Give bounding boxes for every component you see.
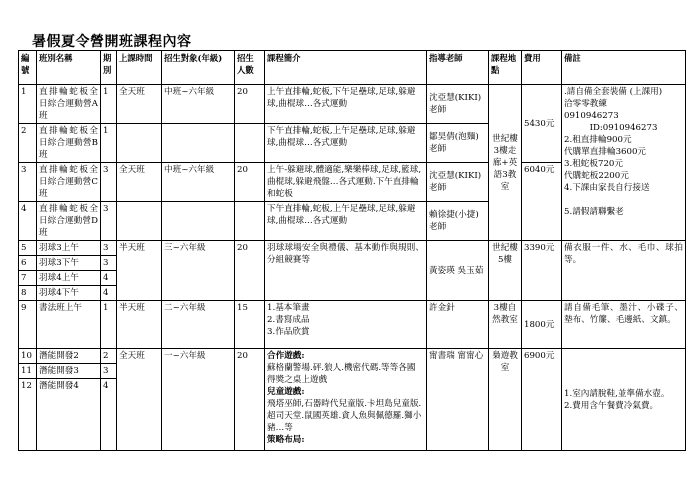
cell-target: 二~六年級 [162, 301, 235, 349]
cell-name: 潛能開發3 [37, 364, 101, 379]
cell-location: 梟遊教室 [489, 349, 522, 451]
note-line [564, 194, 683, 206]
cell-target: 中班~六年級 [162, 163, 235, 202]
cell-note: 請自備毛筆、墨汁、小碟子、墊布、竹簾、毛邊紙、文鎮。 [562, 301, 686, 349]
header-location: 課程地點 [489, 51, 522, 85]
cell-note: 備衣服一件、水、毛巾、球拍等。 [562, 241, 686, 301]
cell-fee: 3390元 [522, 241, 562, 301]
cell-intro [265, 301, 427, 349]
header-teacher: 指導老師 [427, 51, 489, 85]
cell-quota: 15 [235, 301, 265, 349]
cell-intro: 下午直排輪,蛇板,上午足壘球,足球,躲避球,曲棍球…各式運動 [265, 124, 427, 163]
cell-name: 羽球4下午 [37, 286, 101, 301]
table-row [19, 349, 686, 364]
cell-location: 世紀樓3樓走廊+英語3教室 [489, 85, 522, 241]
cell-teacher: 黃姿瑛 吳玉茹 [427, 241, 489, 301]
header-target: 招生對象(年級) [162, 51, 235, 85]
cell-teacher: 沈亞慧(KIKI)老師 [427, 85, 489, 124]
cell-intro: 羽球球場安全與禮儀、基本動作與規則、分組競賽等 [265, 241, 427, 301]
page-title: 暑假夏令營開班課程內容 [32, 34, 192, 50]
cell-time [117, 202, 162, 241]
cell-period: 3 [101, 163, 117, 202]
cell-name: 潛能開發2 [37, 349, 101, 364]
note-line: 0910946273 [564, 111, 619, 121]
note-line: 洽零零教練 [564, 99, 607, 109]
intro-line: 2.書寫成品 [267, 315, 310, 325]
intro-text: 蘇格蘭警場.砰.狼人.機密代碼.等等各國得獎之桌上遊戲 [267, 363, 416, 385]
cell-no: 10 [19, 349, 37, 364]
table-row [19, 85, 686, 124]
note-line: 代購蛇板2200元 [564, 171, 629, 181]
header-intro: 課程簡介 [265, 51, 427, 85]
cell-period: 3 [101, 256, 117, 271]
cell-no: 7 [19, 271, 37, 286]
cell-intro: 上午-躲避球,體適能,樂樂棒球,足球,籃球,曲棍球,躲避飛盤…各式運動.下午直排輪和蛇板 [265, 163, 427, 202]
cell-quota [235, 124, 265, 163]
cell-no: 12 [19, 379, 37, 451]
cell-teacher: 鄒昊倩(泡麵)老師 [427, 124, 489, 163]
cell-period: 3 [101, 364, 117, 379]
cell-teacher: 賴徐捷(小捷)老師 [427, 202, 489, 241]
note-line: 4.下課由家長自行接送 [564, 183, 650, 193]
intro-heading: 合作遊戲: [267, 351, 305, 361]
cell-name: 直排輪蛇板全日綜合運動營A班 [37, 85, 101, 124]
table-row [19, 301, 686, 349]
cell-name: 羽球4上午 [37, 271, 101, 286]
cell-target [162, 202, 235, 241]
cell-teacher: 沈亞慧(KIKI)老師 [427, 163, 489, 202]
cell-target: 中班~六年級 [162, 85, 235, 124]
header-period: 期別 [101, 51, 117, 85]
cell-fee: 6040元 [522, 163, 562, 241]
note-line: 3.租蛇板720元 [564, 159, 623, 169]
cell-no: 3 [19, 163, 37, 202]
cell-no: 8 [19, 286, 37, 301]
cell-fee: 1800元 [522, 301, 562, 349]
cell-period: 4 [101, 286, 117, 301]
cell-quota [235, 202, 265, 241]
cell-time: 半天班 [117, 241, 162, 301]
cell-note [562, 85, 686, 241]
cell-time: 半天班 [117, 301, 162, 349]
cell-name: 羽球3下午 [37, 256, 101, 271]
cell-no: 9 [19, 301, 37, 349]
table-row [19, 241, 686, 256]
note-line: ID:0910946273 [589, 123, 658, 133]
cell-period: 1 [101, 85, 117, 124]
cell-location: 世紀樓5樓 [489, 241, 522, 301]
cell-note [562, 349, 686, 451]
cell-time [117, 124, 162, 163]
intro-heading: 兒童遊戲: [267, 387, 305, 397]
cell-period: 1 [101, 301, 117, 349]
cell-name: 羽球3上午 [37, 241, 101, 256]
header-fee: 費用 [522, 51, 562, 85]
table-header-row [19, 51, 686, 85]
cell-intro: 上午直排輪,蛇板,下午足壘球,足球,躲避球,曲棍球…各式運動 [265, 85, 427, 124]
cell-time: 全天班 [117, 163, 162, 202]
cell-period: 4 [101, 271, 117, 286]
cell-period: 3 [101, 202, 117, 241]
cell-no: 6 [19, 256, 37, 271]
cell-location: 3樓自然教室 [489, 301, 522, 349]
cell-teacher: 甯書瑞 甯甯心 [427, 349, 489, 451]
cell-name: 直排輪蛇板全日綜合運動營C班 [37, 163, 101, 202]
intro-line: 1.基本筆畫 [267, 303, 310, 313]
header-time: 上課時間 [117, 51, 162, 85]
intro-line: 3.作品欣賞 [267, 327, 310, 337]
note-line: .請自備全套裝備 (上課用) [564, 87, 663, 97]
intro-heading: 策略布局: [267, 435, 305, 445]
cell-no: 5 [19, 241, 37, 256]
note-line: 5.請假請聯繫老 [564, 207, 624, 217]
cell-fee: 6900元 [522, 349, 562, 451]
header-quota: 招生人數 [235, 51, 265, 85]
cell-quota: 20 [235, 85, 265, 124]
cell-name: 直排輪蛇板全日綜合運動營D班 [37, 202, 101, 241]
course-table [18, 50, 686, 451]
note-line: 2.費用含午餐費冷氣費。 [564, 400, 659, 411]
cell-no: 2 [19, 124, 37, 163]
note-line: 2.租直排輪900元 [564, 135, 632, 145]
cell-intro [265, 349, 427, 451]
cell-name: 直排輪蛇板全日綜合運動營B班 [37, 124, 101, 163]
cell-period: 1 [101, 124, 117, 163]
intro-text: 飛塔巫師,石器時代兒童版.卡坦島兒童版.超司天堂.鼠國英雄.貪人魚與佩德羅.獅小豬…等 [267, 399, 422, 433]
cell-period: 4 [101, 379, 117, 451]
header-no: 編號 [19, 51, 37, 85]
cell-time: 全天班 [117, 85, 162, 124]
note-line: 1.室內請脫鞋,並準備水壺。 [564, 388, 670, 399]
header-name: 班別名稱 [37, 51, 101, 85]
header-note: 備註 [562, 51, 686, 85]
cell-teacher: 許金針 [427, 301, 489, 349]
cell-period: 2 [101, 349, 117, 364]
cell-quota: 20 [235, 163, 265, 202]
cell-intro: 下午直排輪,蛇板,上午足壘球,足球,躲避球,曲棍球…各式運動 [265, 202, 427, 241]
cell-no: 1 [19, 85, 37, 124]
cell-quota: 20 [235, 349, 265, 451]
cell-fee: 5430元 [522, 85, 562, 163]
cell-name: 書法班上午 [37, 301, 101, 349]
cell-target: 三~六年級 [162, 241, 235, 301]
cell-time: 全天班 [117, 349, 162, 451]
cell-target [162, 124, 235, 163]
cell-no: 4 [19, 202, 37, 241]
cell-name: 潛能開發4 [37, 379, 101, 451]
note-line: 代購單直排輪3600元 [564, 147, 647, 157]
cell-quota: 20 [235, 241, 265, 301]
cell-target: 一~六年級 [162, 349, 235, 451]
cell-period: 3 [101, 241, 117, 256]
cell-no: 11 [19, 364, 37, 379]
